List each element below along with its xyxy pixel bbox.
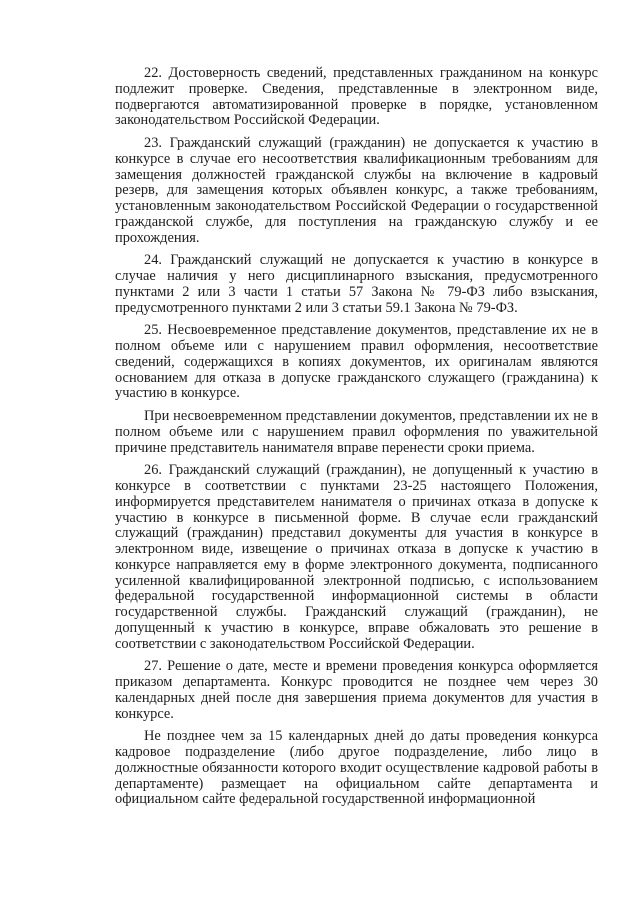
paragraph-22: 22. Достоверность сведений, представленных гражданином на конкурс подлежит проверке. Сведения, представленные в электронном виде, подвергаются автоматизированной проверке в порядке, установленном законодательством Российской Федерации. xyxy=(115,65,598,129)
paragraph-24: 24. Гражданский служащий не допускается к участию в конкурсе в случае наличия у него дисциплинарного взыскания, предусмотренного пунктами 2 или 3 части 1 статьи 57 Закона № 79-ФЗ либо взыскания, предусмотренного пунктами 2 или 3 статьи 59.1 Закона № 79-ФЗ. xyxy=(115,252,598,316)
paragraph-23: 23. Гражданский служащий (гражданин) не допускается к участию в конкурсе в случае его несоответствия квалификационным требованиям для замещения должностей гражданской службы на включение в кадровый резерв, для замещения которых объявлен конкурс, а также требованиям, установленным законодательством Российской Федерации о государственной гражданской службе, для поступления на гражданскую службу и ее прохождения. xyxy=(115,135,598,246)
paragraph-25: 25. Несвоевременное представление документов, представление их не в полном объеме или с нарушением правил оформления, несоответствие сведений, содержащихся в копиях документов, их оригиналам являются основанием для отказа в допуске гражданского служащего (гражданина) к участию в конкурсе. xyxy=(115,322,598,402)
paragraph-27: 27. Решение о дате, месте и времени проведения конкурса оформляется приказом департамента. Конкурс проводится не позднее чем через 30 календарных дней после дня завершения приема документов для участия в конкурсе. xyxy=(115,658,598,722)
paragraph-27-continuation: Не позднее чем за 15 календарных дней до даты проведения конкурса кадровое подразделение (либо другое подразделение, либо лицо в должностные обязанности которого входит осуществление кадровой работы в департаменте) размещает на официальном сайте департамента и официальном сайте федеральной государственной информационной xyxy=(115,728,598,808)
document-body xyxy=(115,66,598,808)
paragraph-26: 26. Гражданский служащий (гражданин), не допущенный к участию в конкурсе в соответствии с пунктами 23-25 настоящего Положения, информируется представителем нанимателя о причинах отказа в допуске к участию в конкурсе в письменной форме. В случае если гражданский служащий (гражданин) представил документы для участия в конкурсе в электронном виде, извещение о причинах отказа в допуске к участию в конкурсе направляется ему в форме электронного документа, подписанного усиленной квалифицированной электронной подписью, с использованием федеральной государственной информационной системы в области государственной службы. Гражданский служащий (гражданин), не допущенный к участию в конкурсе, вправе обжаловать это решение в соответствии с законодательством Российской Федерации. xyxy=(115,462,598,652)
paragraph-25-continuation: При несвоевременном представлении документов, представлении их не в полном объеме или с нарушением правил оформления по уважительной причине представитель нанимателя вправе перенести сроки приема. xyxy=(115,408,598,456)
